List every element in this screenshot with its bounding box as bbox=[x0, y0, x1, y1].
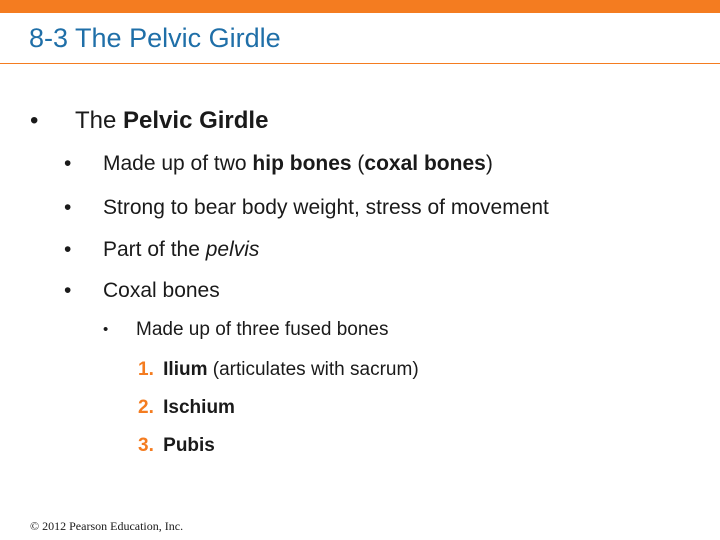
slide-title: 8-3 The Pelvic Girdle bbox=[29, 23, 281, 53]
accent-bar bbox=[0, 0, 720, 13]
bullet-marker: • bbox=[30, 107, 39, 134]
sub-bullet-text: Strong to bear body weight, stress of movement bbox=[103, 196, 549, 219]
sub-bullet-text: Part of the pelvis bbox=[103, 238, 260, 261]
coxal-detail-text: Made up of three fused bones bbox=[136, 319, 389, 340]
bone-name: Ilium bbox=[163, 359, 208, 380]
bullet-marker: • bbox=[64, 279, 72, 302]
bullet-marker: • bbox=[64, 196, 72, 219]
item-number: 1. bbox=[138, 359, 154, 380]
bone-name: Ischium bbox=[163, 397, 235, 418]
item-number: 2. bbox=[138, 397, 154, 418]
title-divider bbox=[0, 63, 720, 64]
numbered-item-ischium bbox=[138, 396, 235, 420]
numbered-item-pubis bbox=[138, 434, 215, 458]
sub-bullet-text: Made up of two hip bones (coxal bones) bbox=[103, 152, 493, 175]
main-bullet-text: The Pelvic Girdle bbox=[75, 107, 269, 134]
bullet-marker: • bbox=[64, 238, 72, 261]
bone-name: Pubis bbox=[163, 435, 215, 456]
numbered-item-ilium bbox=[138, 358, 419, 382]
copyright-footer: © 2012 Pearson Education, Inc. bbox=[30, 519, 184, 533]
item-number: 3. bbox=[138, 435, 154, 456]
bullet-marker: • bbox=[64, 152, 72, 175]
bone-note: (articulates with sacrum) bbox=[207, 359, 419, 380]
sub-bullet-text: Coxal bones bbox=[103, 279, 220, 302]
bullet-marker: • bbox=[103, 321, 109, 338]
